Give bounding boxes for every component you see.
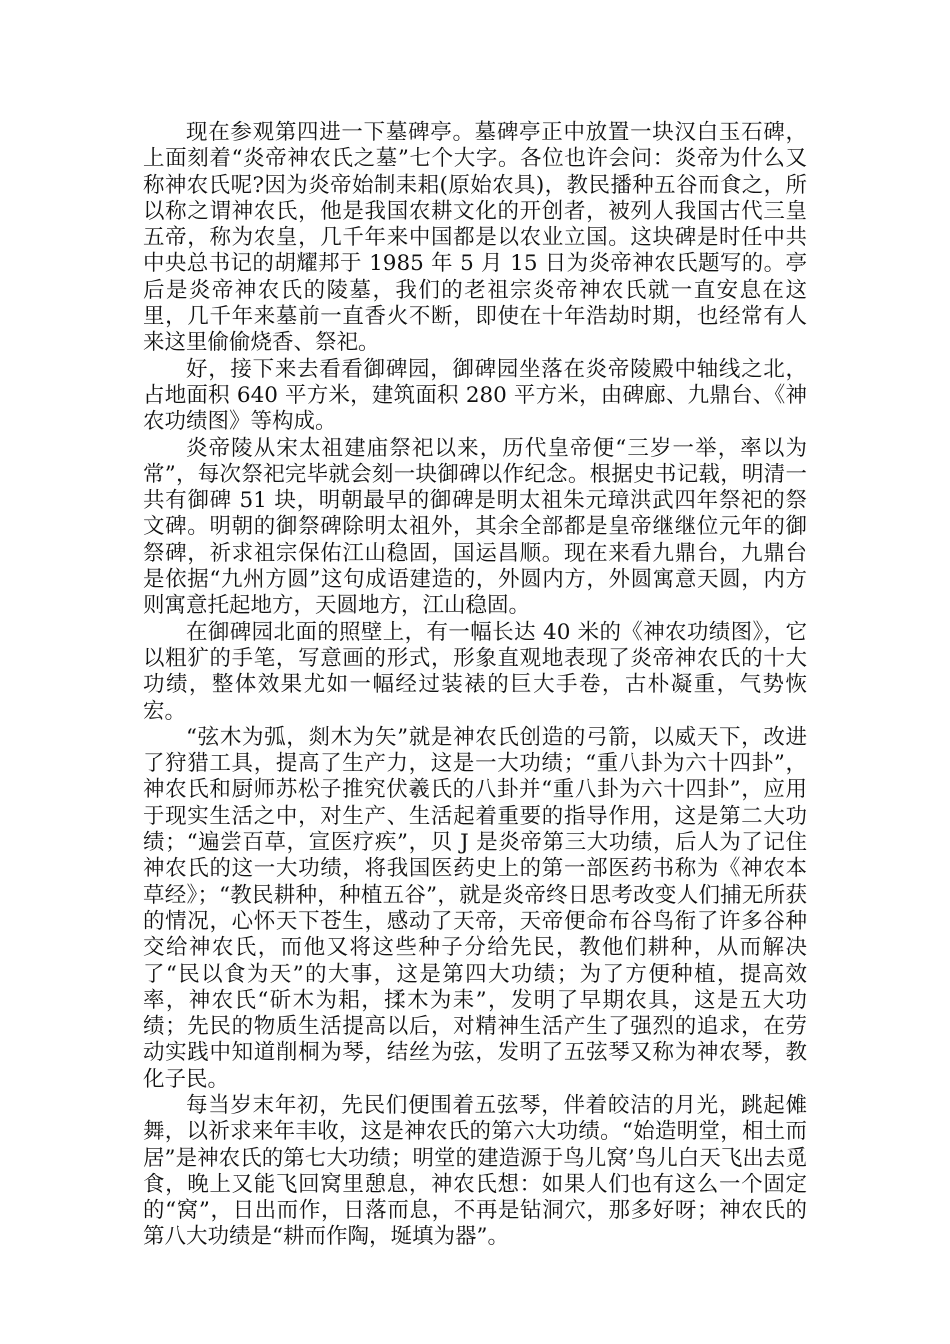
paragraph-imperial-steles-history: 炎帝陵从宋太祖建庙祭祀以来，历代皇帝便“三岁一举，率以为常”，每次祭祀完毕就会刻一块御碑以作纪念。根据史书记载，明清一共有御碑 51 块，明朝最早的御碑是明太祖朱元璋洪武四年祭祀的祭文碑。明朝的御祭碑除明太祖外，其余全部都是皇帝继继位元年的御祭碑，祈求祖宗保佑江山稳固，国运昌顺。现在来看九鼎台，九鼎台是依据“九州方圆”这句成语建造的，外圆内方，外圆寓意天圆，内方则寓意托起地方，天圆地方，江山稳固。: [143, 435, 807, 619]
paragraph-first-five-merits: “弦木为弧，剡木为矢”就是神农氏创造的弓箭，以威天下，改进了狩猎工具，提高了生产力，这是一大功绩；“重八卦为六十四卦”，神农氏和厨师苏松子推究伏羲氏的八卦并“重八卦为六十四卦”，应用于现实生活之中，对生产、生活起着重要的指导作用，这是第二大功绩；“遍尝百草，宣医疗疾”，贝 J 是炎帝第三大功绩，后人为了记住神农氏的这一大功绩，将我国医药史上的第一部医药书称为《神农本草经》；“教民耕种，种植五谷”，就是炎帝终日思考改变人们捕无所获的情况，心怀天下苍生，感动了天帝，天帝便命布谷鸟衔了许多谷种交给神农氏，而他又将这些种子分给先民，教他们耕种，从而解决了“民以食为天”的大事，这是第四大功绩；为了方便种植，提高效率，神农氏“斫木为耜，揉木为耒”，发明了早期农具，这是五大功绩；先民的物质生活提高以后，对精神生活产生了强烈的追求，在劳动实践中知道削桐为琴，结丝为弦，发明了五弦琴又称为神农琴，教化子民。: [143, 724, 807, 1092]
paragraph-imperial-stele-garden: 好，接下来去看看御碑园，御碑园坐落在炎帝陵殿中轴线之北，占地面积 640 平方米，建筑面积 280 平方米，由碑廊、九鼎台、《神农功绩图》等构成。: [143, 356, 807, 435]
paragraph-sixth-to-eighth-merits: 每当岁末年初，先民们便围着五弦琴，伴着皎洁的月光，跳起傩舞，以祈求来年丰收，这是神农氏的第六大功绩。“始造明堂，相土而居”是神农氏的第七大功绩；明堂的建造源于鸟儿窝’鸟儿白天飞出去觅食，晚上又能飞回窝里憩息，神农氏想：如果人们也有这么一个固定的“窝”，日出而作，日落而息，不再是钻洞穴，那多好呀；神农氏的第八大功绩是“耕而作陶，埏填为器”。: [143, 1092, 807, 1250]
document-body: [143, 120, 807, 1251]
paragraph-shennong-merits-mural: 在御碑园北面的照壁上，有一幅长达 40 米的《神农功绩图》，它以粗犷的手笔，写意画的形式，形象直观地表现了炎帝神农氏的十大功绩，整体效果尤如一幅经过装裱的巨大手卷，古朴凝重，气势恢宏。: [143, 619, 807, 724]
paragraph-tomb-stele-pavilion: 现在参观第四进一下墓碑亭。墓碑亭正中放置一块汉白玉石碑，上面刻着“炎帝神农氏之墓”七个大字。各位也许会问：炎帝为什么又称神农氏呢?因为炎帝始制耒耜(原始农具)，教民播种五谷而食之，所以称之谓神农氏，他是我国农耕文化的开创者，被列人我国古代三皇五帝，称为农皇，几千年来中国都是以农业立国。这块碑是时任中共中央总书记的胡耀邦于 1985 年 5 月 15 日为炎帝神农氏题写的。亭后是炎帝神农氏的陵墓，我们的老祖宗炎帝神农氏就一直安息在这里，几千年来墓前一直香火不断，即使在十年浩劫时期，也经常有人来这里偷偷烧香、祭祀。: [143, 120, 807, 356]
